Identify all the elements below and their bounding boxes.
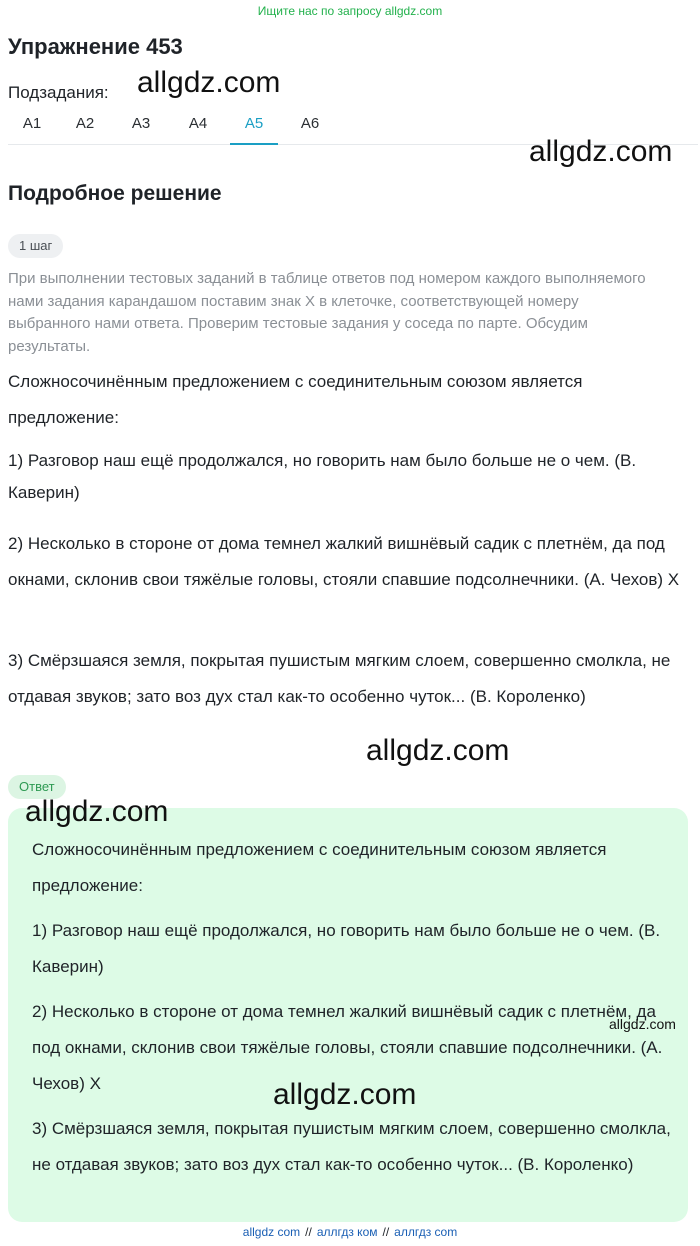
footer-links <box>0 1225 700 1239</box>
solution-option-1: 1) Разговор наш ещё продолжался, но говорить нам было больше не о чем. (В. Каверин) <box>8 451 637 502</box>
answer-option-1: 1) Разговор наш ещё продолжался, но говорить нам было больше не о чем. (В. Каверин) <box>32 921 661 976</box>
footer-separator: // <box>382 1225 390 1239</box>
page-title: Упражнение 453 <box>8 34 183 59</box>
answer-option-2: 2) Несколько в стороне от дома темнел жалкий вишнёвый садик с плетнём, да под окнами, склонив свои тяжёлые головы, стояли спавшие подсолнечники. (А. Чехов) X <box>32 1002 663 1093</box>
solution-intro: Сложносочинённым предложением с соединительным союзом является предложение: <box>8 372 583 427</box>
answer-intro: Сложносочинённым предложением с соединительным союзом является предложение: <box>32 840 607 895</box>
solution-heading: Подробное решение <box>8 182 222 205</box>
tab-a5[interactable]: A5 <box>230 115 278 145</box>
watermark: allgdz.com <box>137 66 281 99</box>
answer-badge: Ответ <box>8 775 66 799</box>
footer-link[interactable]: аллгдз ком <box>316 1225 378 1239</box>
watermark: allgdz.com <box>366 734 510 767</box>
tab-a4[interactable]: A4 <box>188 115 208 132</box>
tab-a2[interactable]: A2 <box>75 115 95 132</box>
footer-separator: // <box>305 1225 312 1239</box>
solution-option-3: 3) Смёрзшаяся земля, покрытая пушистым мягким слоем, совершенно смолкла, не отдавая звуков; зато воз дух стал как-то особенно чуток... (В. Короленко) <box>8 651 671 706</box>
tab-a1[interactable]: A1 <box>22 115 42 132</box>
solution-option-2: 2) Несколько в стороне от дома темнел жалкий вишнёвый садик с плетнём, да под окнами, склонив свои тяжёлые головы, стояли спавшие подсолнечники. (А. Чехов) X <box>8 534 680 589</box>
watermark: allgdz.com <box>25 795 169 828</box>
subtasks-label: Подзадания: <box>8 83 109 102</box>
footer-link[interactable]: аллгдз com <box>394 1225 458 1239</box>
watermark: allgdz.com <box>609 1016 676 1032</box>
tab-a6[interactable]: A6 <box>300 115 320 132</box>
step-badge: 1 шаг <box>8 234 63 258</box>
instruction-note: При выполнении тестовых заданий в таблице ответов под номером каждого выполняемого нами задания карандашом поставим знак X в клеточке, соответствующей номеру выбранного нами ответа. Проверим тестовые задания у соседа по парте. Обсудим результаты. <box>8 270 646 355</box>
tab-a3[interactable]: A3 <box>131 115 151 132</box>
answer-option-3: 3) Смёрзшаяся земля, покрытая пушистым мягким слоем, совершенно смолкла, не отдавая звуков; зато воз дух стал как-то особенно чуток... (В. Короленко) <box>32 1119 671 1174</box>
watermark: allgdz.com <box>529 135 673 168</box>
answer-box <box>8 808 688 1222</box>
watermark: allgdz.com <box>273 1078 417 1111</box>
search-banner: Ищите нас по запросу allgdz.com <box>257 4 443 18</box>
footer-link[interactable]: allgdz com <box>242 1225 301 1239</box>
